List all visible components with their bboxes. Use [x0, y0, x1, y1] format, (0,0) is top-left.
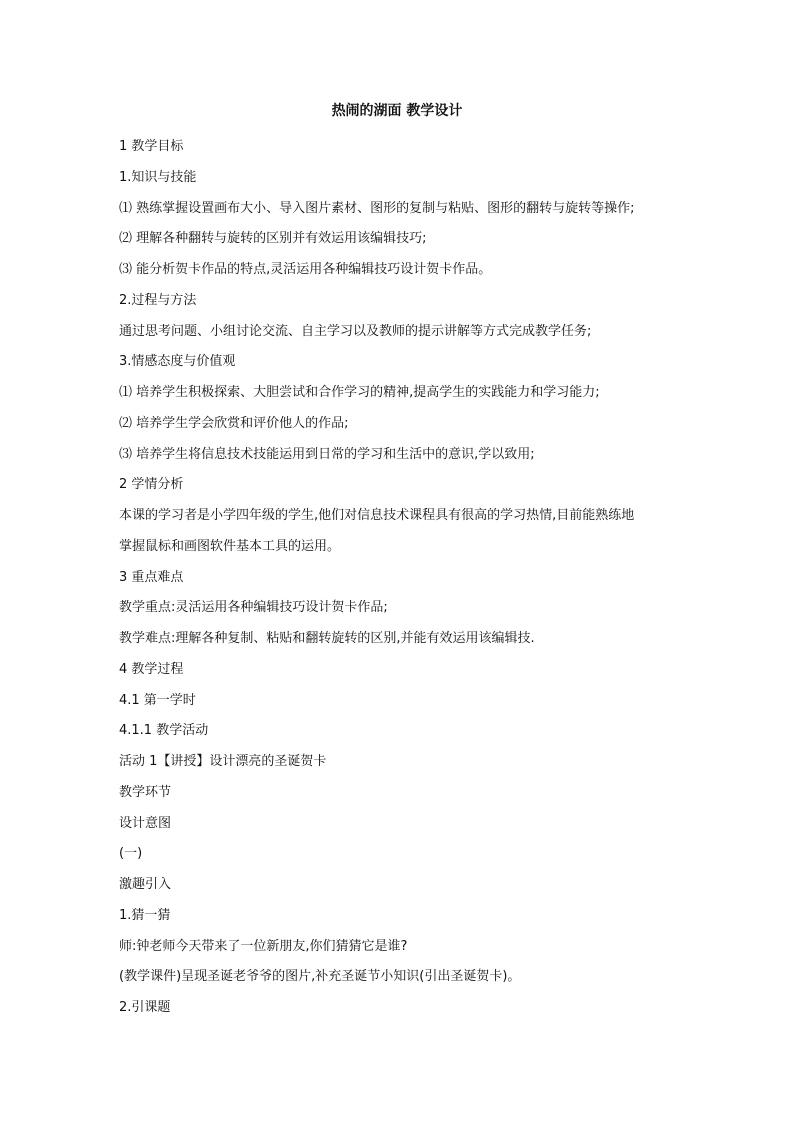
- text-line: 通过思考问题、小组讨论交流、自主学习以及教师的提示讲解等方式完成教学任务;: [119, 323, 592, 339]
- text-line: 本课的学习者是小学四年级的学生,他们对信息技术课程具有很高的学习热情,目前能熟练地: [119, 508, 635, 523]
- document-body: [119, 132, 699, 1024]
- text-line: ⑵ 理解各种翻转与旋转的区别并有效运用该编辑技巧;: [119, 231, 427, 247]
- text-line: 2.引课题: [119, 1000, 171, 1015]
- text-line: 2 学情分析: [119, 477, 184, 493]
- text-line: 活动 1【讲授】设计漂亮的圣诞贺卡: [119, 754, 327, 769]
- text-line: 激趣引入: [119, 877, 172, 892]
- text-line: 掌握鼠标和画图软件基本工具的运用。: [119, 538, 341, 554]
- text-line: 教学环节: [119, 784, 172, 800]
- text-line: 4.1 第一学时: [119, 692, 196, 708]
- text-line: 教学重点:灵活运用各种编辑技巧设计贺卡作品;: [119, 600, 388, 616]
- text-line: 设计意图: [119, 815, 172, 831]
- text-line: ⑵ 培养学生学会欣赏和评价他人的作品;: [119, 415, 349, 431]
- text-line: 3 重点难点: [119, 569, 184, 585]
- text-line: 4 教学过程: [119, 661, 184, 677]
- document-title: 热闹的湖面 教学设计: [331, 103, 463, 119]
- text-line: (教学课件)呈现圣诞老爷爷的图片,补充圣诞节小知识(引出圣诞贺卡)。: [119, 969, 521, 985]
- text-line: ⑴ 培养学生积极探索、大胆尝试和合作学习的精神,提高学生的实践能力和学习能力;: [119, 385, 600, 400]
- text-line: 1 教学目标: [119, 139, 184, 154]
- text-line: 4.1.1 教学活动: [119, 723, 209, 739]
- text-line: (一): [119, 846, 143, 862]
- text-line: 教学难点:理解各种复制、粘贴和翻转旋转的区别,并能有效运用该编辑技.: [119, 631, 535, 646]
- text-line: ⑴ 熟练掌握设置画布大小、导入图片素材、图形的复制与粘贴、图形的翻转与旋转等操作;: [119, 200, 635, 216]
- text-line: ⑶ 能分析贺卡作品的特点,灵活运用各种编辑技巧设计贺卡作品。: [119, 262, 492, 277]
- text-line: 1.猜一猜: [119, 907, 171, 923]
- text-line: ⑶ 培养学生将信息技术技能运用到日常的学习和生活中的意识,学以致用;: [119, 446, 535, 462]
- text-line: 1.知识与技能: [119, 169, 197, 185]
- text-line: 师:钟老师今天带来了一位新朋友,你们猜猜它是谁?: [119, 938, 408, 954]
- text-line: 2.过程与方法: [119, 292, 197, 308]
- text-line: 3.情感态度与价值观: [119, 354, 236, 370]
